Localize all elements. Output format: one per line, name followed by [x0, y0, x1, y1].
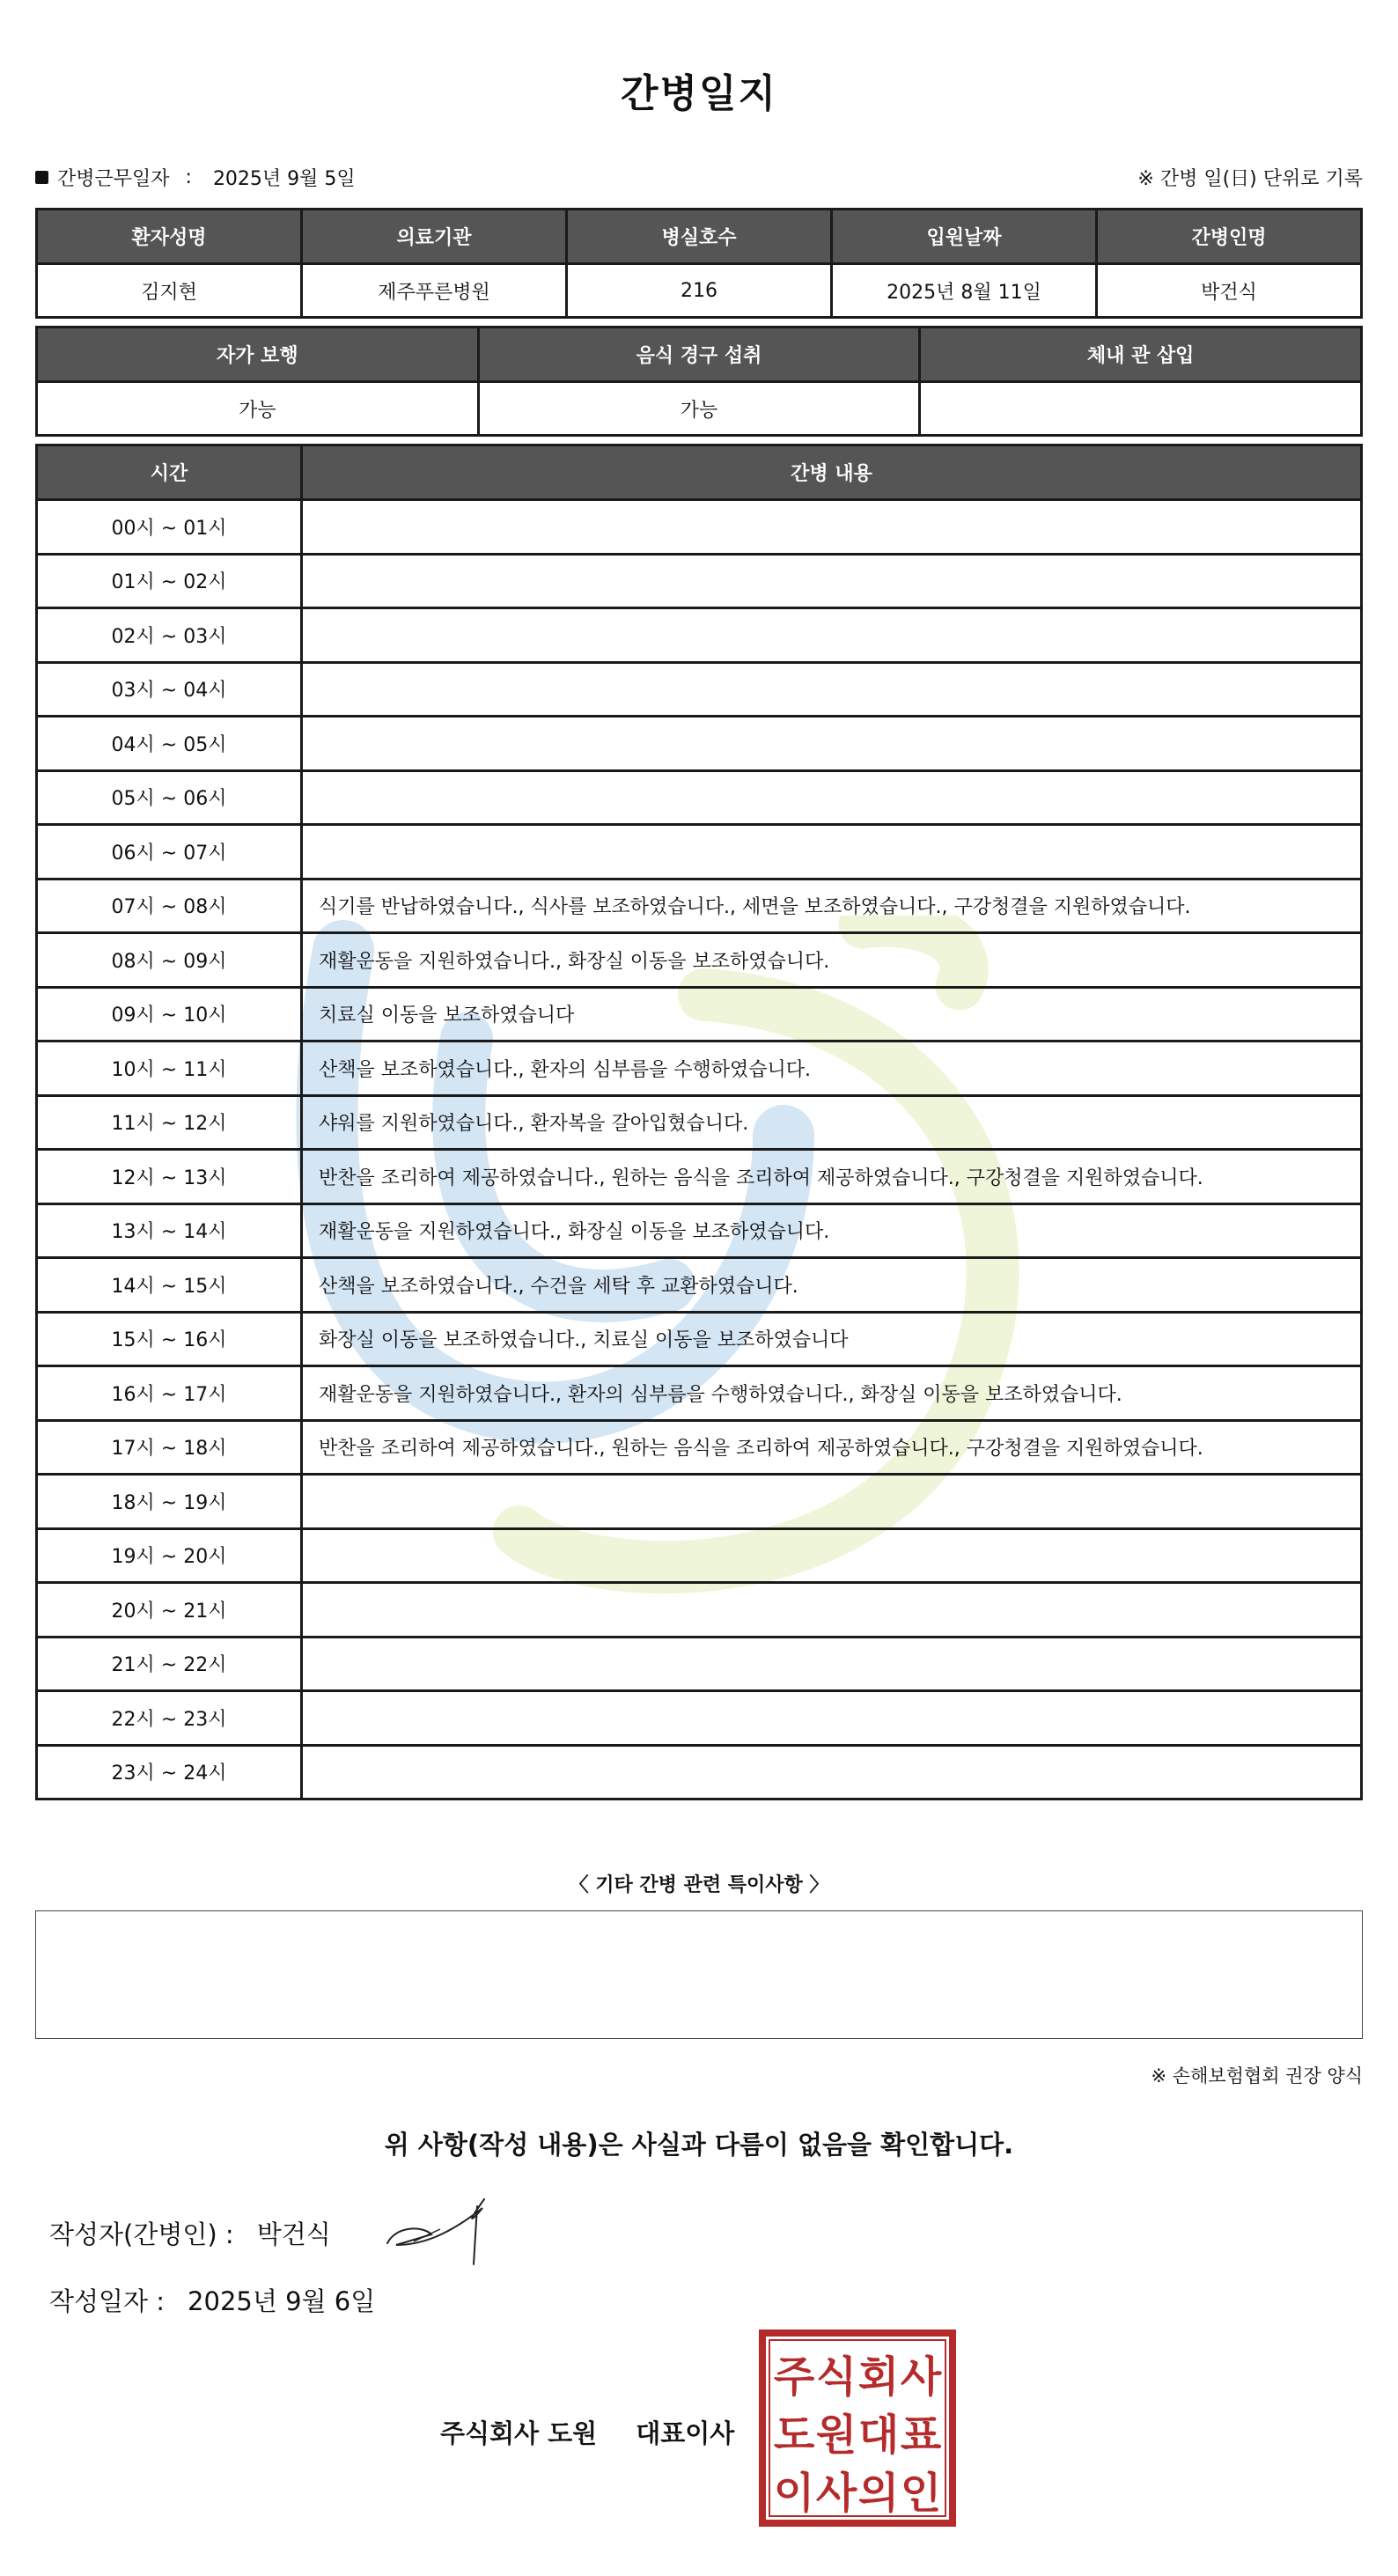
room-number: 216 [567, 264, 832, 318]
care-log-row [37, 1041, 1362, 1096]
log-time: 17시 ~ 18시 [37, 1420, 302, 1475]
log-time: 05시 ~ 06시 [37, 770, 302, 825]
square-bullet-icon [35, 171, 48, 184]
seal-glyph: 대 [857, 2410, 900, 2460]
log-content [302, 554, 1362, 608]
header-admission-date: 입원날짜 [832, 210, 1097, 264]
log-content: 재활운동을 지원하였습니다., 화장실 이동을 보조하였습니다. [302, 933, 1362, 988]
company-name: 주식회사 도원 [440, 2418, 598, 2448]
tube-insertion-value [920, 382, 1362, 436]
log-content: 식기를 반납하였습니다., 식사를 보조하였습니다., 세면을 보조하였습니다., 구강청결을 지원하였습니다. [302, 879, 1362, 933]
writer-label: 작성자(간병인) : [49, 2219, 234, 2249]
care-log-row [37, 1583, 1362, 1638]
log-content [302, 770, 1362, 825]
unit-note: ※ 간병 일(日) 단위로 기록 [1137, 168, 1363, 190]
log-content: 재활운동을 지원하였습니다., 환자의 심부름을 수행하였습니다., 화장실 이동을 보조하였습니다. [302, 1366, 1362, 1421]
log-content: 샤워를 지원하였습니다., 환자복을 갈아입혔습니다. [302, 1095, 1362, 1150]
header-tube-insertion: 체내 관 삽입 [920, 328, 1362, 382]
log-time: 20시 ~ 21시 [37, 1583, 302, 1638]
log-time: 13시 ~ 14시 [37, 1203, 302, 1258]
care-log-body [37, 500, 1362, 1800]
notes-title: 〈 기타 간병 관련 특이사항 〉 [569, 1874, 829, 1896]
care-log-row [37, 1258, 1362, 1313]
log-content [302, 1691, 1362, 1746]
patient-name: 김지현 [37, 264, 302, 318]
work-date-value: 2025년 9월 5일 [212, 168, 356, 190]
company-line [440, 2414, 734, 2450]
seal-glyph: 식 [815, 2352, 857, 2402]
care-log-row [37, 1095, 1362, 1150]
seal-glyph: 사 [900, 2352, 942, 2402]
hospital-name: 제주푸른병원 [302, 264, 567, 318]
ability-table [35, 326, 1363, 437]
seal-glyph: 원 [815, 2410, 857, 2460]
log-time: 09시 ~ 10시 [37, 987, 302, 1041]
log-content [302, 608, 1362, 663]
log-content [302, 825, 1362, 880]
log-content [302, 662, 1362, 717]
care-log-row [37, 608, 1362, 663]
log-time: 11시 ~ 12시 [37, 1095, 302, 1150]
care-log-row [37, 500, 1362, 555]
patient-info-table [35, 208, 1363, 319]
care-log-row [37, 662, 1362, 717]
page-title: 간병일지 [620, 71, 777, 116]
log-time: 00시 ~ 01시 [37, 500, 302, 555]
log-time: 03시 ~ 04시 [37, 662, 302, 717]
log-time: 15시 ~ 16시 [37, 1312, 302, 1366]
org-note: ※ 손해보험협회 권장 양식 [1151, 2065, 1363, 2087]
care-log-row [37, 987, 1362, 1041]
log-time: 18시 ~ 19시 [37, 1475, 302, 1529]
log-content [302, 500, 1362, 555]
care-log-row [37, 1528, 1362, 1583]
log-content: 화장실 이동을 보조하였습니다., 치료실 이동을 보조하였습니다 [302, 1312, 1362, 1366]
written-date-value: 2025년 9월 6일 [188, 2286, 376, 2316]
care-log-row [37, 770, 1362, 825]
care-log-row [37, 1312, 1362, 1366]
log-time: 23시 ~ 24시 [37, 1745, 302, 1800]
log-time: 04시 ~ 05시 [37, 717, 302, 771]
care-log-row [37, 554, 1362, 608]
seal-glyph: 회 [857, 2352, 900, 2402]
log-content [302, 717, 1362, 771]
care-log-row [37, 1475, 1362, 1529]
log-time: 08시 ~ 09시 [37, 933, 302, 988]
patient-info-value-row [37, 264, 1362, 318]
log-time: 10시 ~ 11시 [37, 1041, 302, 1096]
log-time: 21시 ~ 22시 [37, 1637, 302, 1691]
header-oral-intake: 음식 경구 섭취 [478, 328, 920, 382]
written-date-line [49, 2282, 375, 2318]
care-log-table [35, 444, 1363, 1800]
seal-glyph: 사 [815, 2469, 857, 2518]
header-room-number: 병실호수 [567, 210, 832, 264]
log-time: 02시 ~ 03시 [37, 608, 302, 663]
log-time: 16시 ~ 17시 [37, 1366, 302, 1421]
care-log-row [37, 879, 1362, 933]
seal-glyph: 도 [773, 2410, 815, 2460]
writer-line [49, 2215, 331, 2251]
care-log-row [37, 717, 1362, 771]
signature-image [379, 2190, 502, 2270]
oral-intake-value: 가능 [478, 382, 920, 436]
ability-value-row [37, 382, 1362, 436]
work-date-label: 간병근무일자 [57, 168, 170, 190]
meta-row [35, 164, 1363, 194]
company-rep: 대표이사 [636, 2418, 735, 2448]
log-content [302, 1528, 1362, 1583]
care-log-row [37, 1150, 1362, 1204]
log-time: 19시 ~ 20시 [37, 1528, 302, 1583]
log-content: 치료실 이동을 보조하였습니다 [302, 987, 1362, 1041]
header-time: 시간 [37, 445, 302, 500]
header-care-content: 간병 내용 [302, 445, 1362, 500]
care-log-row [37, 1203, 1362, 1258]
written-date-label: 작성일자 : [49, 2286, 166, 2316]
header-self-walking: 자가 보행 [37, 328, 479, 382]
log-time: 01시 ~ 02시 [37, 554, 302, 608]
care-log-row [37, 1420, 1362, 1475]
care-log-row [37, 1745, 1362, 1800]
seal-glyph: 주 [773, 2352, 815, 2402]
log-content: 산책을 보조하였습니다., 환자의 심부름을 수행하였습니다. [302, 1041, 1362, 1096]
log-time: 22시 ~ 23시 [37, 1691, 302, 1746]
caregiver-name: 박건식 [1097, 264, 1362, 318]
care-log-row [37, 825, 1362, 880]
log-content [302, 1637, 1362, 1691]
seal-glyph: 표 [900, 2410, 942, 2460]
patient-info-header-row [37, 210, 1362, 264]
work-date [35, 164, 356, 191]
care-log-header-row [37, 445, 1362, 500]
log-time: 07시 ~ 08시 [37, 879, 302, 933]
company-seal-stamp [757, 2328, 958, 2528]
log-content: 반찬을 조리하여 제공하였습니다., 원하는 음식을 조리하여 제공하였습니다., 구강청결을 지원하였습니다. [302, 1150, 1362, 1204]
log-content: 산책을 보조하였습니다., 수건을 세탁 후 교환하였습니다. [302, 1258, 1362, 1313]
log-content [302, 1475, 1362, 1529]
log-content [302, 1745, 1362, 1800]
log-content [302, 1583, 1362, 1638]
header-hospital: 의료기관 [302, 210, 567, 264]
confirmation-text: 위 사항(작성 내용)은 사실과 다름이 없음을 확인합니다. [384, 2130, 1014, 2160]
notes-box [35, 1910, 1363, 2039]
care-log-row [37, 1691, 1362, 1746]
log-time: 06시 ~ 07시 [37, 825, 302, 880]
seal-glyph: 의 [857, 2469, 900, 2518]
header-caregiver-name: 간병인명 [1097, 210, 1362, 264]
work-date-colon: : [185, 166, 192, 188]
care-log-row [37, 1366, 1362, 1421]
header-patient-name: 환자성명 [37, 210, 302, 264]
self-walking-value: 가능 [37, 382, 479, 436]
log-time: 14시 ~ 15시 [37, 1258, 302, 1313]
log-content: 반찬을 조리하여 제공하였습니다., 원하는 음식을 조리하여 제공하였습니다., 구강청결을 지원하였습니다. [302, 1420, 1362, 1475]
care-log-row [37, 1637, 1362, 1691]
admission-date: 2025년 8월 11일 [832, 264, 1097, 318]
seal-glyph: 이 [773, 2469, 815, 2518]
care-log-row [37, 933, 1362, 988]
seal-glyph: 인 [900, 2469, 942, 2518]
log-time: 12시 ~ 13시 [37, 1150, 302, 1204]
ability-header-row [37, 328, 1362, 382]
writer-name: 박건식 [256, 2219, 331, 2249]
log-content: 재활운동을 지원하였습니다., 화장실 이동을 보조하였습니다. [302, 1203, 1362, 1258]
